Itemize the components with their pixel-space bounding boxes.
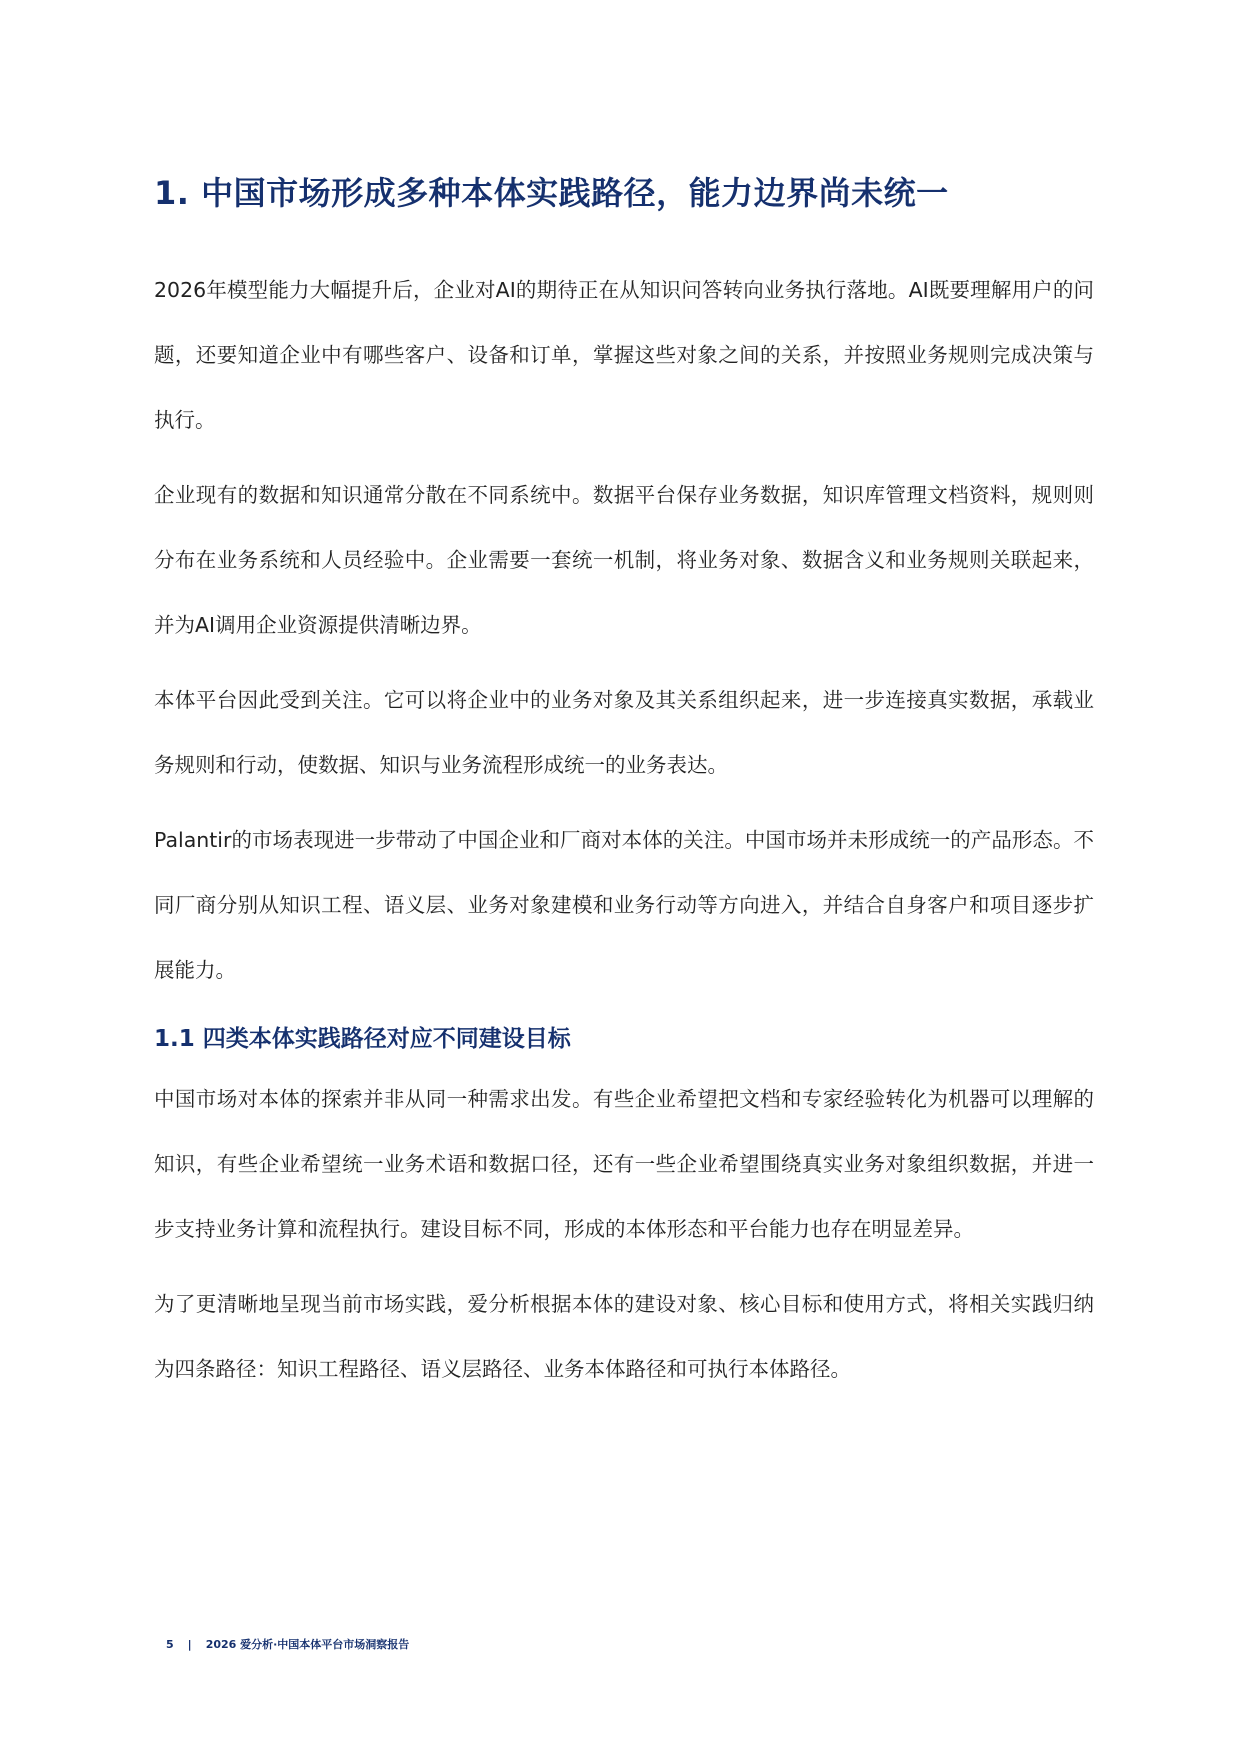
spacer (154, 453, 1094, 463)
section-heading: 1. 中国市场形成多种本体实践路径，能力边界尚未统一 (154, 174, 949, 212)
paragraph: 为了更清晰地呈现当前市场实践，爱分析根据本体的建设对象、核心目标和使用方式，将相关实践归纳为四条路径：知识工程路径、语义层路径、业务本体路径和可执行本体路径。 (154, 1292, 1094, 1381)
paragraph: 企业现有的数据和知识通常分散在不同系统中。数据平台保存业务数据，知识库管理文档资料，规则则分布在业务系统和人员经验中。企业需要一套统一机制，将业务对象、数据含义和业务规则关联起来，并为AI调用企业资源提供清晰边界。 (154, 483, 1094, 637)
paragraph: 中国市场对本体的探索并非从同一种需求出发。有些企业希望把文档和专家经验转化为机器可以理解的知识，有些企业希望统一业务术语和数据口径，还有一些企业希望围绕真实业务对象组织数据，并进一步支持业务计算和流程执行。建设目标不同，形成的本体形态和平台能力也存在明显差异。 (154, 1087, 1094, 1241)
paragraph: 本体平台因此受到关注。它可以将企业中的业务对象及其关系组织起来，进一步连接真实数据，承载业务规则和行动，使数据、知识与业务流程形成统一的业务表达。 (154, 688, 1094, 777)
spacer (154, 218, 1094, 258)
footer-separator: | (187, 1638, 192, 1651)
paragraph: Palantir的市场表现进一步带动了中国企业和厂商对本体的关注。中国市场并未形成统一的产品形态。不同厂商分别从知识工程、语义层、业务对象建模和业务行动等方向进入，并结合自身客户和项目逐步扩展能力。 (154, 828, 1094, 982)
subsection-heading: 1.1 四类本体实践路径对应不同建设目标 (154, 1026, 571, 1052)
report-title: 2026 爱分析·中国本体平台市场洞察报告 (205, 1638, 410, 1651)
spacer (154, 798, 1094, 808)
spacer (154, 1003, 1094, 1021)
paragraph: 2026年模型能力大幅提升后，企业对AI的期待正在从知识问答转向业务执行落地。AI既要理解用户的问题，还要知道企业中有哪些客户、设备和订单，掌握这些对象之间的关系，并按照业务规则完成决策与执行。 (154, 278, 1094, 432)
main-content (154, 168, 1094, 1402)
spacer (154, 658, 1094, 668)
page-number: 5 (166, 1638, 174, 1651)
spacer (154, 1262, 1094, 1272)
page-footer (166, 1636, 409, 1654)
spacer (154, 1057, 1094, 1067)
